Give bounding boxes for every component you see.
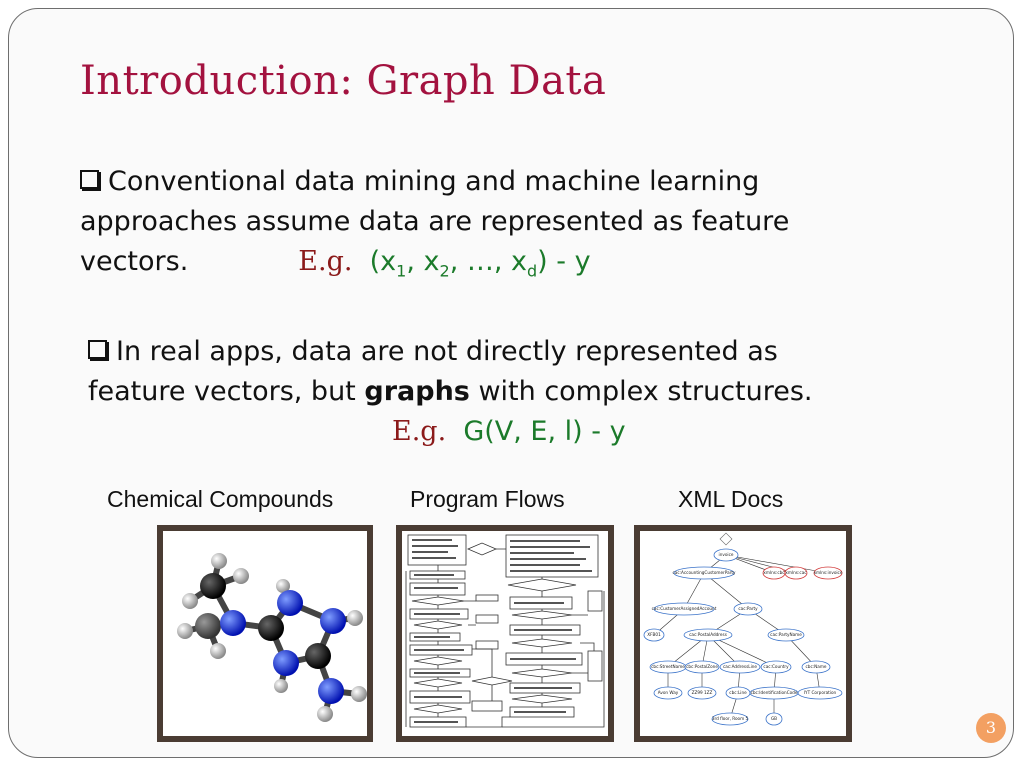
svg-text:invoice: invoice [718, 552, 734, 557]
bullet-real-apps [88, 332, 813, 452]
xml-document-tree-image [634, 525, 852, 742]
caption-chemical-compounds: Chemical Compounds [107, 486, 334, 512]
svg-text:ZZ99 1ZZ: ZZ99 1ZZ [691, 690, 713, 695]
bullet1-line3: vectors. [80, 246, 189, 277]
svg-text:cac:AddressLine: cac:AddressLine [723, 664, 757, 669]
svg-text:GB: GB [770, 716, 778, 721]
svg-text:cac:CustomerAssignedAccount: cac:CustomerAssignedAccount [651, 606, 717, 611]
svg-text:cbc:PostalZone: cbc:PostalZone [686, 664, 718, 669]
svg-text:cac:AccountingCustomerParty: cac:AccountingCustomerParty [672, 570, 736, 575]
bullet2-line1: In real apps, data are not directly represented as [116, 336, 778, 367]
svg-text:IYT Corporation: IYT Corporation [803, 690, 837, 695]
svg-text:cac:Country: cac:Country [763, 664, 789, 669]
checkbox-bullet-icon [80, 170, 99, 189]
graph-formula: G(V, E, l) - y [463, 416, 626, 447]
svg-text:cbc:Name: cbc:Name [805, 664, 827, 669]
svg-text:cbc:Line: cbc:Line [729, 690, 747, 695]
page-number-badge: 3 [976, 713, 1006, 743]
bullet2-line2-post: with complex structures. [478, 376, 813, 407]
svg-text:xmlns:invoice: xmlns:invoice [813, 570, 843, 575]
program-flow-image [396, 525, 614, 742]
svg-text:Avon Way: Avon Way [657, 690, 679, 695]
caption-xml-docs: XML Docs [678, 486, 784, 512]
caption-program-flows: Program Flows [410, 486, 565, 512]
example-label-1: E.g. [298, 246, 353, 277]
example-label-2: E.g. [392, 416, 447, 447]
svg-text:cbc:StreetName: cbc:StreetName [651, 664, 685, 669]
feature-vector-formula: ($x_1$, $x_2$, …, $x_d$) - y [369, 246, 591, 281]
svg-text:xmlns:cbc: xmlns:cbc [763, 570, 785, 575]
chemical-compound-image [157, 525, 373, 742]
bullet2-graphs-word: graphs [364, 376, 470, 407]
svg-text:3rd floor, Room 5: 3rd floor, Room 5 [711, 716, 749, 721]
slide-title: Introduction: Graph Data [80, 58, 607, 104]
svg-text:xmlns:cac: xmlns:cac [785, 570, 807, 575]
bullet1-line2: approaches assume data are represented as feature [80, 206, 790, 237]
svg-text:cac:Party: cac:Party [738, 606, 758, 611]
bullet-conventional [80, 162, 789, 291]
svg-text:XFB01: XFB01 [647, 632, 661, 637]
bullet2-line2-pre: feature vectors, but [88, 376, 356, 407]
svg-text:cac:PartyName: cac:PartyName [770, 632, 802, 637]
svg-text:cac:PostalAddress: cac:PostalAddress [689, 632, 727, 637]
checkbox-bullet-icon [88, 340, 107, 359]
svg-text:cbc:IdentificationCode: cbc:IdentificationCode [750, 690, 798, 695]
bullet1-line1: Conventional data mining and machine learning [108, 166, 760, 197]
